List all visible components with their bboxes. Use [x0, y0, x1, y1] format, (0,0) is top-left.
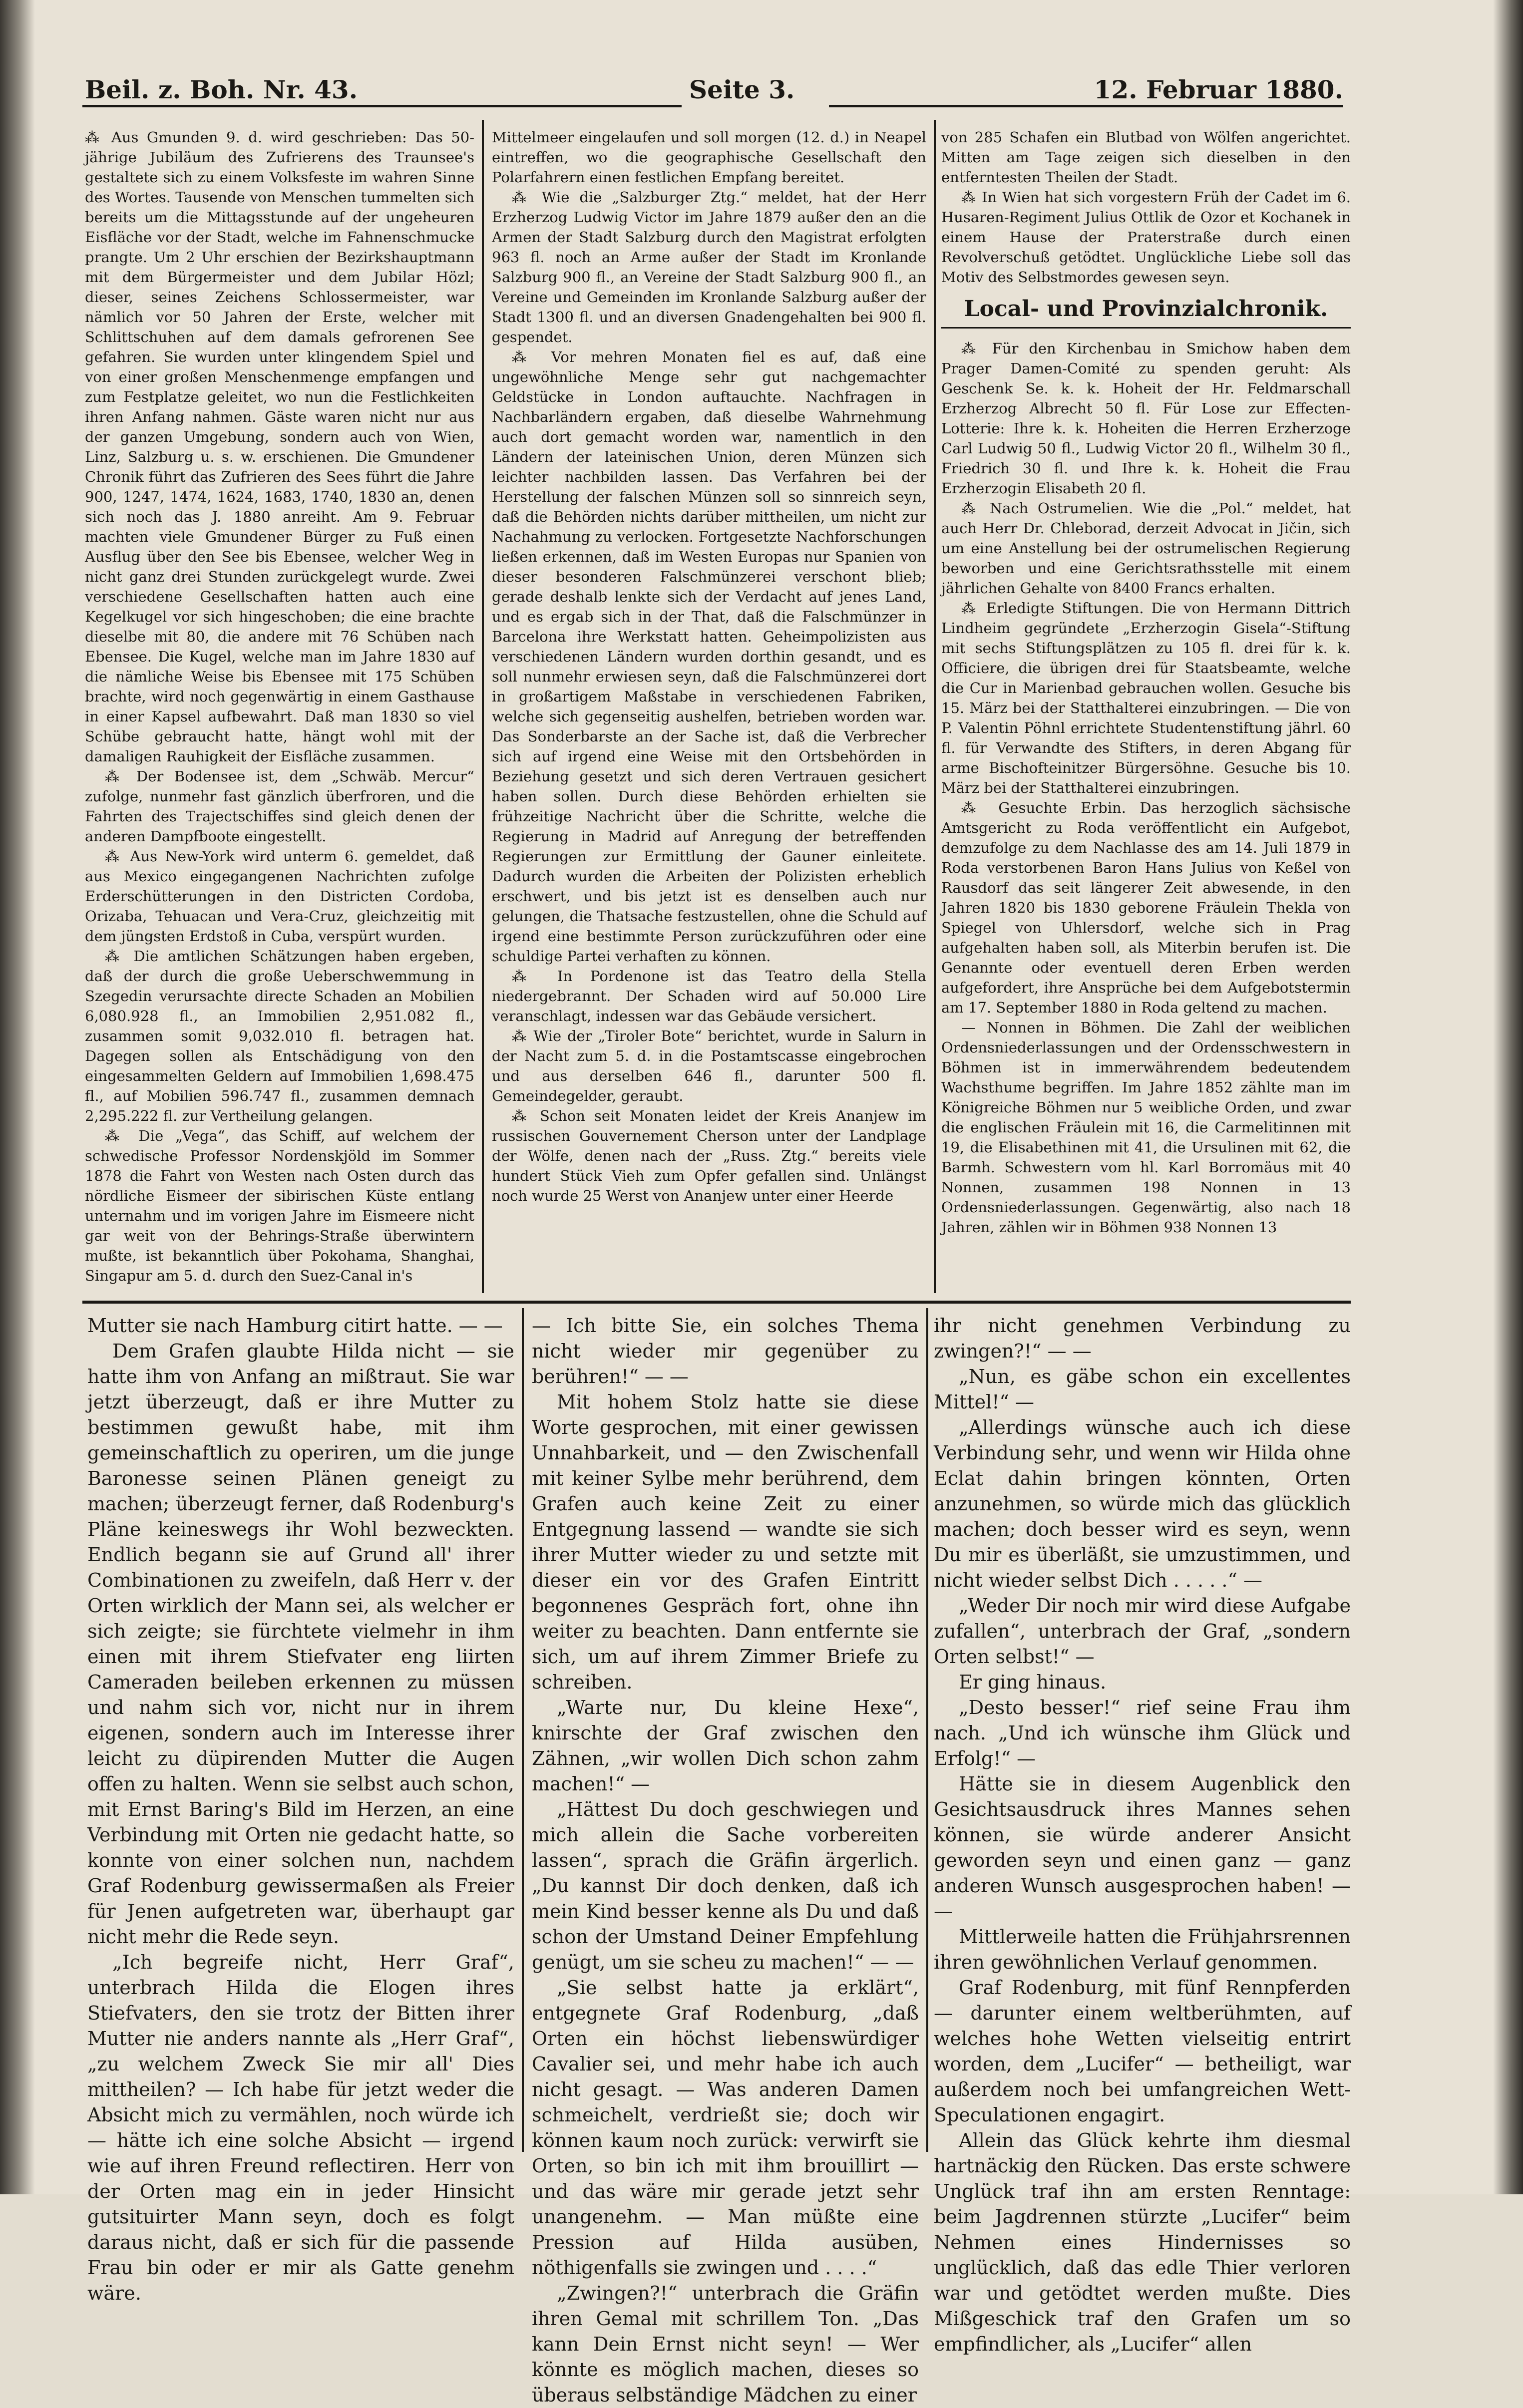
upper-column-1 — [85, 127, 474, 1296]
page-outer-edge — [1493, 0, 1523, 2194]
news-item: ⁂ Die amtlichen Schätzungen haben ergeben, daß der durch die große Ueberschwemmung in Szegedin verursachte directe Schaden an Mobilien 6,080.928 fl., an Immobilien 2,951.082 fl., zusammen somit 9,032.010 fl. betragen hat. Dagegen sollen als Entschädigung von den eingesammelten Geldern auf Immobilien 1,698.475 fl., auf Mobilien 596.747 fl., zusammen demnach 2,295.222 fl. zur Vertheilung gelangen. — [85, 948, 474, 1124]
news-item: — Nonnen in Böhmen. Die Zahl der weiblichen Ordensniederlassungen und der Ordensschwestern in Böhmen ist in immerwährendem bedeutendem Wachsthume begriffen. Im Jahre 1852 zählte man im Königreiche Böhmen nur 5 weibliche Orden, und zwar die englischen Fräulein mit 16, die Carmelitinnen mit 19, die Elisabethinen mit 41, die Ursulinen mit 62, die Barmh. Schwestern vom hl. Karl Borromäus mit 40 Nonnen, zusammen 198 Nonnen in 13 Ordensniederlassungen. Gegenwärtig, also nach 18 Jahren, zählen wir in Böhmen 938 Nonnen 13 — [941, 1019, 1351, 1236]
story-paragraph: „Nun, es gäbe schon ein excellentes Mittel!“ — — [934, 1366, 1351, 1413]
story-paragraph: „Desto besser!“ rief seine Frau ihm nach. „Und ich wünsche ihm Glück und Erfolg!“ — — [934, 1697, 1351, 1769]
story-paragraph: „Sie selbst hatte ja erklärt“, entgegnete Graf Rodenburg, „daß Orten ein höchst liebenswürdiger Cavalier sei, und mehr habe ich auch nicht gesagt. — Was anderen Damen schmeichelt, verdrießt sie; doch wir können kaum noch zurück: verwirft sie Orten, so bin ich mit ihm brouillirt — und das wäre mir gerade jetzt sehr unangenehm. — Man müßte eine Pression auf Hilda ausüben, nöthigenfalls sie zwingen und . . . .“ — [532, 1977, 919, 2279]
story-paragraph: „Allerdings wünsche auch ich diese Verbindung sehr, und wenn wir Hilda ohne Eclat dahin bringen könnten, Orten anzunehmen, so würde mich das glücklich machen; doch besser wird es seyn, wenn Du mir es überläßt, sie umzustimmen, und nicht wieder selbst Dich . . . . .“ — — [934, 1416, 1351, 1591]
feuilleton-column-3 — [934, 1313, 1351, 2355]
page-number: Seite 3. — [689, 75, 795, 104]
issue-reference: Beil. z. Boh. Nr. 43. — [85, 75, 358, 104]
story-paragraph: Mittlerweile hatten die Frühjahrsrennen ihren gewöhnlichen Verlauf genommen. — [934, 1926, 1351, 1973]
column-divider — [522, 1308, 524, 2152]
news-item: ⁂ In Pordenone ist das Teatro della Stella niedergebrannt. Der Schaden wird auf 50.000 Lire veranschlagt, indessen war das Gebäude versichert. — [492, 968, 926, 1025]
news-item: ⁂ Wie der „Tiroler Bote“ berichtet, wurde in Salurn in der Nacht zum 5. d. in die Postamtscasse eingebrochen und aus derselben 646 fl., darunter 500 fl. Gemeindegelder, geraubt. — [492, 1028, 926, 1104]
story-paragraph: „Hättest Du doch geschwiegen und mich allein die Sache vorbereiten lassen“, sprach die Gräfin ärgerlich. „Du kannst Dir doch denken, daß ich mein Kind besser kenne als Du und daß schon der Umstand Deiner Empfehlung genügt, um sie scheu zu machen!“ — — — [532, 1798, 919, 1973]
story-paragraph: „Zwingen?!“ unterbrach die Gräfin ihren Gemal mit schrillem Ton. „Das kann Dein Ernst nicht seyn! — Wer könnte es möglich machen, dieses so überaus selbständige Mädchen zu einer — [532, 2282, 919, 2406]
news-item: ⁂ Die „Vega“, das Schiff, auf welchem der schwedische Professor Nordenskjöld im Sommer 1878 die Fahrt von Westen nach Osten durch das nördliche Eismeer der sibirischen Küste entlang unternahm und im vorigen Jahre im Eismeere nicht gar weit von der Behrings-Straße überwintern mußte, ist bekanntlich über Pokohama, Shanghai, Singapur am 5. d. durch den Suez-Canal in's — [85, 1127, 474, 1284]
story-paragraph: „Ich begreife nicht, Herr Graf“, unterbrach Hilda die Elogen ihres Stiefvaters, den sie trotz der Bitten ihrer Mutter nie anders nannte als „Herr Graf“, „zu welchem Zweck Sie mir all' Dies mittheilen? — Ich habe für jetzt weder die Absicht mich zu vermählen, noch würde ich — hätte ich eine solche Absicht — irgend wie auf ihren Freund reflectiren. Herr von der Orten mag ein in jeder Hinsicht gutsituirter Mann seyn, doch es folgt daraus nicht, daß er sich für die passende Frau bin oder er mir als Gatte genehm wäre. — [87, 1951, 514, 2304]
news-item: ⁂ Nach Ostrumelien. Wie die „Pol.“ meldet, hat auch Herr Dr. Chleborad, derzeit Advocat in Jičin, sich um eine Anstellung bei der ostrumelischen Regierung beworben und eine Gerichtsrathsstelle mit einem jährlichen Gehalte von 8400 Francs erhalten. — [941, 500, 1351, 597]
story-paragraph: ihr nicht genehmen Verbindung zu zwingen?!“ — — — [934, 1315, 1351, 1362]
feuilleton-column-2 — [532, 1313, 919, 2406]
news-item: ⁂ Der Bodensee ist, dem „Schwäb. Mercur“ zufolge, nunmehr fast gänzlich überfroren, und die Fahrten des Trajectschiffes sind gleich denen der anderen Dampfboote eingestellt. — [85, 768, 474, 845]
story-paragraph: Mutter sie nach Hamburg citirt hatte. — — — [87, 1315, 503, 1337]
page-binding-edge — [0, 0, 35, 2194]
news-item: Mittelmeer eingelaufen und soll morgen (12. d.) in Neapel eintreffen, wo die geographische Gesellschaft den Polarfahrern einen festlichen Empfang bereitet. — [492, 129, 926, 186]
story-paragraph: Dem Grafen glaubte Hilda nicht — sie hatte ihm von Anfang an mißtraut. Sie war jetzt überzeugt, daß er ihre Mutter zu bestimmen gewußt habe, mit ihm gemeinschaftlich zu operiren, um die junge Baronesse seinen Plänen geneigt zu machen; überzeugt ferner, daß Rodenburg's Pläne keineswegs ihr Wohl bezweckten. Endlich begann sie auf Grund all' ihrer Combinationen zu zweifeln, daß Herr v. der Orten wirklich der Mann sei, als welcher er sich zeigte; sie fürchtete vielmehr in ihm einen mit ihrem Stiefvater eng liirten Cameraden beileben erkennen zu müssen und nahm sich vor, nicht nur in ihrem eigenen, sondern auch im Interesse ihrer leicht zu düpirenden Mutter die Augen offen zu halten. Wenn sie selbst auch schon, mit Ernst Baring's Bild im Herzen, an eine Verbindung mit Orten nie gedacht hatte, so konnte von einer solchen nun, nachdem Graf Rodenburg gewissermaßen als Freier für Jenen aufgetreten war, überhaupt gar nicht mehr die Rede seyn. — [87, 1340, 514, 1948]
issue-date: 12. Februar 1880. — [1094, 75, 1343, 104]
column-divider — [926, 1308, 928, 2152]
story-paragraph: „Warte nur, Du kleine Hexe“, knirschte der Graf zwischen den Zähnen, „wir wollen Dich schon zahm machen!“ — — [532, 1697, 919, 1795]
news-item: ⁂ Schon seit Monaten leidet der Kreis Ananjew im russischen Gouvernement Cherson unter der Landplage der Wölfe, denen nach der „Russ. Ztg.“ bereits viele hundert Stück Vieh zum Opfer gefallen sind. Unlängst noch wurde 25 Werst von Ananjew unter einer Heerde — [492, 1107, 926, 1204]
story-paragraph: Allein das Glück kehrte ihm diesmal hartnäckig den Rücken. Das erste schwere Unglück traf ihn am ersten Renntage: beim Jagdrennen stürzte „Lucifer“ beim Nehmen eines Hindernisses so unglücklich, daß das edle Thier verloren war und getödtet werden mußte. Dies Mißgeschick traf den Grafen um so empfindlicher, als „Lucifer“ allen — [934, 2129, 1351, 2355]
feuilleton-column-1 — [87, 1313, 514, 2304]
story-paragraph: Graf Rodenburg, mit fünf Rennpferden — darunter einem weltberühmten, auf welches hohe Wetten vielseitig entrirt worden, dem „Lucifer“ — betheiligt, war außerdem noch bei umfangreichen Wett-Speculationen engagirt. — [934, 1977, 1351, 2126]
news-item: ⁂ Vor mehren Monaten fiel es auf, daß eine ungewöhnliche Menge sehr gut nachgemachter Geldstücke in London auftauchte. Nachfragen in Nachbarländern ergaben, daß dieselbe Wahrnehmung auch dort gemacht worden war, namentlich in den Ländern der lateinischen Union, deren Münzen sich leichter nachbilden lassen. Das Verfahren bei der Herstellung der falschen Münzen soll so sinnreich seyn, daß die Behörden nichts darüber mittheilen, um nicht zur Nachahmung zu verlocken. Fortgesetzte Nachforschungen ließen erkennen, daß im Westen Europas nur Spanien von dieser besonderen Falschmünzerei verschont blieb; gerade deshalb lenkte sich der Verdacht auf jenes Land, und es ergab sich in der That, daß die Falschmünzer in Barcelona ihre Werkstatt hatten. Geheimpolizisten aus verschiedenen Ländern wurden dorthin gesandt, und es soll nunmehr erwiesen seyn, daß die Falschmünzerei dort in großartigem Maßstabe in verschiedenen Fabriken, welche sich gegenseitig aushelfen, betrieben worden war. Das Sonderbarste an der Sache ist, daß die Verbrecher sich auf irgend eine Weise mit den Ortsbehörden in Beziehung gesetzt und sich deren Vertrauen gesichert haben sollen. Durch diese Behörden erhielten sie frühzeitige Nachricht über die Schritte, welche die Regierung in Madrid auf Anregung der betreffenden Regierungen zur Ermittlung der Gauner einleitete. Dadurch wurden die Arbeiten der Polizisten erheblich erschwert, und bis jetzt ist es denselben auch nur gelungen, die Thatsache festzustellen, ohne die Schuld auf irgend eine bestimmte Person zurückzuführen oder eine schuldige Partei verhaften zu können. — [492, 348, 926, 965]
news-item: von 285 Schafen ein Blutbad von Wölfen angerichtet. Mitten am Tage zeigen sich dieselben in den entferntesten Theilen der Stadt. — [941, 129, 1351, 186]
feuilleton-rule — [82, 1301, 1351, 1304]
news-item: ⁂ Aus Gmunden 9. d. wird geschrieben: Das 50-jährige Jubiläum des Zufrierens des Traunsee's gestaltete sich zu einem Volksfeste im wahren Sinne des Wortes. Tausende von Menschen tummelten sich bereits um die Mittagsstunde auf der ungeheuren Eisfläche vor der Stadt, welche im Fahnenschmucke prangte. Um 2 Uhr erschien der Bezirkshauptmann mit dem Bürgermeister und dem Jubilar Hözl; dieser, seines Zeichens Schlossermeister, war nämlich vor 50 Jahren der Erste, welcher mit Schlittschuhen auf dem damals gefrorenen See gefahren. Sie wurden unter klingendem Spiel und von einer großen Menschenmenge empfangen und zum Festplatze geleitet, wo nun die Festlichkeiten ihren Anfang nahmen. Gäste waren nicht nur aus der ganzen Umgebung, sondern auch von Wien, Linz, Salzburg u. s. w. erschienen. Die Gmundener Chronik führt das Zufrieren des Sees führt die Jahre 900, 1247, 1474, 1624, 1683, 1740, 1830 an, denen sich noch das J. 1880 anreiht. Am 9. Februar machten viele Gmundener Bürger zu Fuß einen Ausflug über den See bis Ebensee, welcher Weg in nicht ganz drei Stunden zurückgelegt wurde. Zwei verschiedene Gesellschaften hatten auch eine Kegelkugel vor sich hingeschoben; die eine brachte dieselbe mit 80, die andere mit 76 Schüben nach Ebensee. Die Kugel, welche man im Jahre 1830 auf die nämliche Weise bis Ebensee mit 175 Schüben brachte, wird noch gegenwärtig in einem Gasthause in einer Kapsel aufbewahrt. Daß man 1830 so viel Schübe gebraucht hatte, hängt wohl mit der damaligen Rauhigkeit der Eisfläche zusammen. — [85, 129, 474, 765]
column-divider — [934, 120, 936, 1293]
header-rule-right — [829, 105, 1343, 107]
section-heading: Local- und Provinzialchronik. — [941, 296, 1351, 329]
news-item: ⁂ Aus New-York wird unterm 6. gemeldet, daß aus Mexico eingegangenen Nachrichten zufolge Erderschütterungen in den Districten Cordoba, Orizaba, Tehuacan und Vera-Cruz, gleichzeitig mit dem jüngsten Erdstoß in Cuba, verspürt wurden. — [85, 848, 474, 945]
story-paragraph: Hätte sie in diesem Augenblick den Gesichtsausdruck ihres Mannes sehen können, sie würde anderer Ansicht geworden seyn und einen ganz — ganz anderen Wunsch ausgesprochen haben! — — — [934, 1773, 1351, 1922]
upper-column-2 — [492, 127, 926, 1296]
news-item: ⁂ Erledigte Stiftungen. Die von Hermann Dittrich Lindheim gegründete „Erzherzogin Gisela“-Stiftung mit sechs Stiftungsplätzen zu 105 fl. drei für k. k. Officiere, die übrigen drei für Staatsbeamte, welche die Cur in Marienbad gebrauchen wollen. Gesuche bis 15. März bei der Statthalterei einzubringen. — Die von P. Valentin Pöhnl errichtete Studentenstiftung jährl. 60 fl. für Verwandte des Stifters, in deren Abgang für arme Bischofteinitzer Bürgersöhne. Gesuche bis 10. März bei der Statthalterei einzubringen. — [941, 600, 1351, 796]
news-item: ⁂ Für den Kirchenbau in Smichow haben dem Prager Damen-Comité zu spenden geruht: Als Geschenk Se. k. k. Hoheit der Hr. Feldmarschall Erzherzog Albrecht 50 fl. Für Lose zur Effecten-Lotterie: Ihre k. k. Hoheiten die Herren Erzherzoge Carl Ludwig 50 fl., Ludwig Victor 20 fl., Wilhelm 30 fl., Friedrich 30 fl. und Ihre k. k. Hoheit die Frau Erzherzogin Elisabeth 20 fl. — [941, 340, 1351, 497]
news-item: ⁂ Gesuchte Erbin. Das herzoglich sächsische Amtsgericht zu Roda veröffentlicht ein Aufgebot, demzufolge zu dem Nachlasse des am 14. Juli 1879 in Roda verstorbenen Baron Hans Julius von Keßel von Rausdorf das seit längerer Zeit abwesende, in den Jahren 1820 bis 1830 geborene Fräulein Thekla von Spiegel von Uhlersdorf, welche sich in Prag aufgehalten haben soll, als Miterbin berufen ist. Die Genannte oder eventuell deren Erben werden aufgefordert, ihre Ansprüche bei dem Aufgebotstermin am 17. September 1880 in Roda geltend zu machen. — [941, 799, 1351, 1016]
news-item: ⁂ Wie die „Salzburger Ztg.“ meldet, hat der Herr Erzherzog Ludwig Victor im Jahre 1879 außer den an die Armen der Stadt Salzburg durch den Magistrat erfolgten 963 fl. noch an Arme außer der Stadt im Kronlande Salzburg 900 fl., an Vereine der Stadt Salzburg 900 fl., an Vereine und Gemeinden im Kronlande Salzburg außer der Stadt 1300 fl. und an diversen Gnadengehalten bei 900 fl. gespendet. — [492, 189, 926, 345]
story-paragraph: Mit hohem Stolz hatte sie diese Worte gesprochen, mit einer gewissen Unnahbarkeit, und — den Zwischenfall mit keiner Sylbe mehr berührend, dem Grafen auch keine Zeit zu einer Entgegnung lassend — wandte sie sich ihrer Mutter wieder zu und setzte mit dieser ein vor des Grafen Eintritt begonnenes Gespräch fort, ohne ihn weiter zu beachten. Dann entfernte sie sich, um auf ihrem Zimmer Briefe zu schreiben. — [532, 1391, 919, 1693]
column-divider — [482, 120, 484, 1293]
news-item: ⁂ In Wien hat sich vorgestern Früh der Cadet im 6. Husaren-Regiment Julius Ottlik de Ozor et Kochanek in einem Hause der Praterstraße durch einen Revolverschuß getödtet. Unglückliche Liebe soll das Motiv des Selbstmordes gewesen seyn. — [941, 189, 1351, 286]
upper-column-3 — [941, 127, 1351, 1296]
page-header — [85, 75, 1343, 120]
story-paragraph: „Weder Dir noch mir wird diese Aufgabe zufallen“, unterbrach der Graf, „sondern Orten selbst!“ — — [934, 1595, 1351, 1668]
story-paragraph: — Ich bitte Sie, ein solches Thema nicht wieder mir gegenüber zu berühren!“ — — — [532, 1315, 919, 1387]
story-paragraph: Er ging hinaus. — [959, 1671, 1107, 1693]
header-rule-left — [82, 105, 682, 107]
